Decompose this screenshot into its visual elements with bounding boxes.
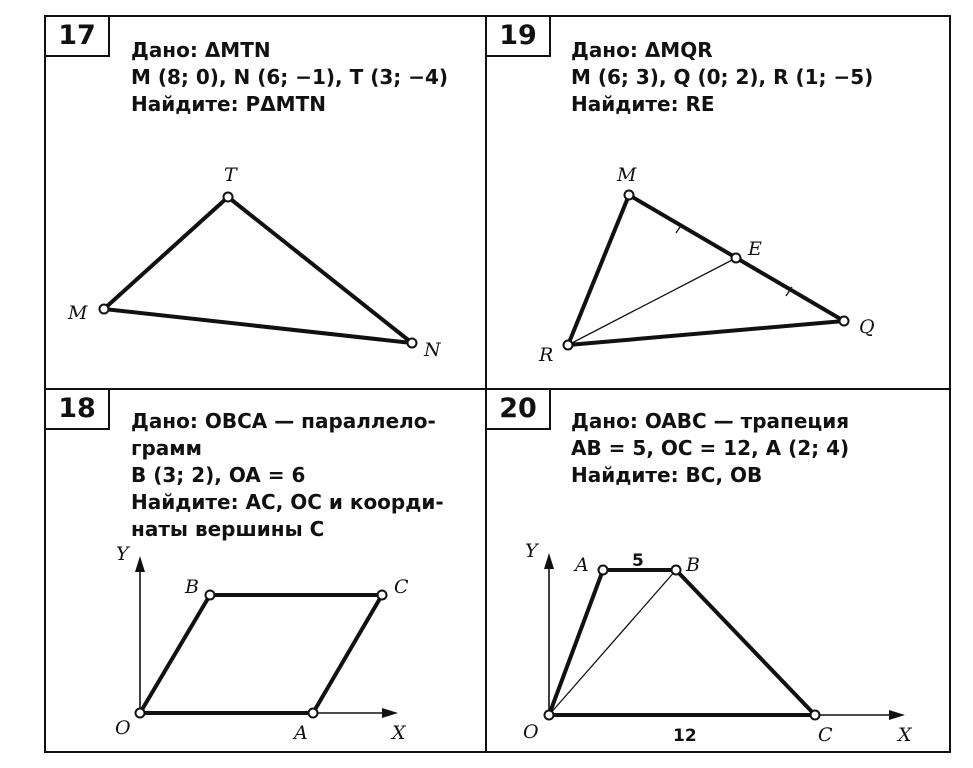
label-n: N [424, 339, 441, 361]
point-a [309, 709, 318, 718]
label-x: X [898, 724, 912, 746]
label-x: X [392, 722, 406, 744]
point-t [224, 193, 233, 202]
problem-20-panel [487, 390, 949, 753]
trapezoid-oabc [549, 570, 815, 715]
point-o [545, 711, 554, 720]
find-line: Найдите: BC, OB [571, 463, 763, 487]
problem-number: 17 [46, 17, 110, 57]
triangle-mqr [568, 195, 844, 345]
triangle-mtn [104, 197, 412, 343]
label-q: Q [859, 316, 875, 338]
coordinates-line: M (6; 3), Q (0; 2), R (1; −5) [571, 65, 874, 89]
point-c [378, 591, 387, 600]
label-t: T [224, 164, 237, 186]
point-m [625, 191, 634, 200]
label-o: O [523, 721, 539, 743]
given-line: Дано: ΔMTN [131, 38, 271, 62]
problem-number: 18 [46, 390, 110, 430]
point-e [732, 254, 741, 263]
point-n [408, 339, 417, 348]
label-r: R [539, 344, 554, 366]
point-o [136, 709, 145, 718]
given-line-continued: грамм [131, 436, 202, 460]
problem-number: 19 [487, 17, 551, 57]
problem-grid [44, 15, 951, 753]
label-m: M [68, 302, 88, 324]
point-m [100, 305, 109, 314]
given-line: Дано: OABC — трапеция [571, 409, 850, 433]
label-b: B [185, 576, 199, 598]
label-b: B [686, 554, 700, 576]
parallelogram-obca [140, 595, 382, 713]
point-q [840, 317, 849, 326]
values-line: AB = 5, OC = 12, A (2; 4) [571, 436, 850, 460]
coordinates-line: M (8; 0), N (6; −1), T (3; −4) [131, 65, 449, 89]
label-o: O [115, 717, 131, 739]
triangle-mqr-figure [487, 17, 949, 388]
point-r [564, 341, 573, 350]
problem-19-panel [487, 17, 949, 388]
y-axis-arrow [135, 556, 145, 572]
values-line: B (3; 2), OA = 6 [131, 463, 306, 487]
label-oc-length: 12 [673, 726, 697, 746]
label-e: E [748, 238, 762, 260]
label-y: Y [525, 540, 538, 562]
find-line: Найдите: PΔMTN [131, 92, 326, 116]
label-m: M [617, 164, 637, 186]
diagonal-ob [549, 570, 676, 715]
label-c: C [818, 724, 833, 746]
trapezoid-figure [487, 390, 949, 753]
given-line: Дано: ΔMQR [571, 38, 713, 62]
find-line: Найдите: RE [571, 92, 715, 116]
point-c [811, 711, 820, 720]
point-b [672, 566, 681, 575]
parallelogram-figure [46, 390, 485, 753]
label-c: C [394, 576, 409, 598]
y-axis-arrow [544, 553, 554, 569]
find-line-continued: наты вершины C [131, 517, 325, 541]
label-y: Y [116, 543, 129, 565]
problem-number: 20 [487, 390, 551, 430]
label-a: A [294, 722, 308, 744]
triangle-mtn-figure [46, 17, 485, 388]
label-a: A [575, 554, 589, 576]
find-line: Найдите: AC, OC и коорди- [131, 490, 444, 514]
problem-17-panel [46, 17, 485, 388]
x-axis-arrow [889, 710, 905, 720]
label-ab-length: 5 [632, 551, 644, 571]
x-axis-arrow [382, 708, 398, 718]
problem-18-panel [46, 390, 485, 753]
point-b [206, 591, 215, 600]
given-line: Дано: OBCA — параллело- [131, 409, 436, 433]
point-a [599, 566, 608, 575]
